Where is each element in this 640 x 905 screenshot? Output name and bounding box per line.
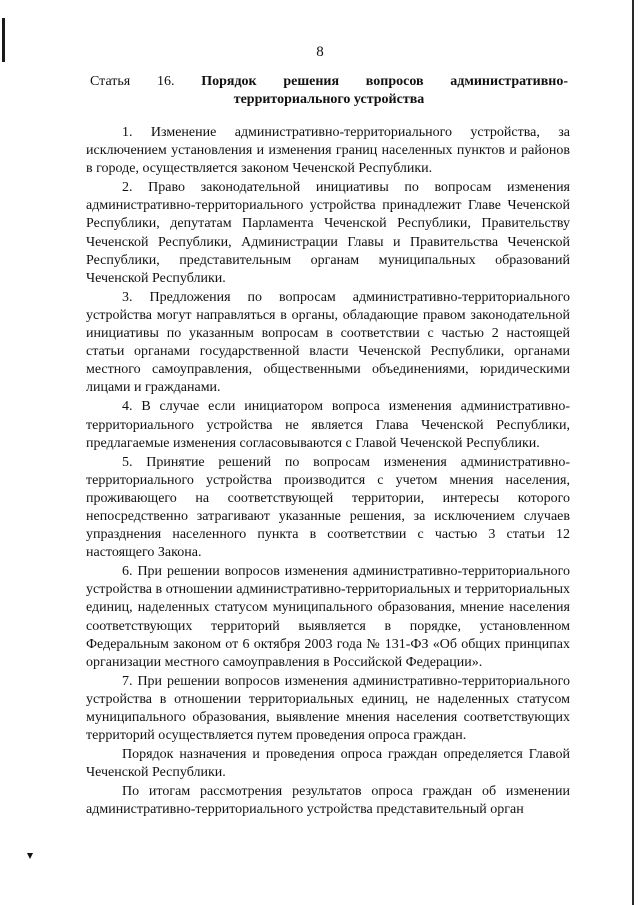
article-title-word: решения xyxy=(283,74,340,89)
article-title-word: административно- xyxy=(450,74,568,89)
paragraph-9: По итогам рассмотрения результатов опроса граждан об изменении административно-территориального устройства представительный орган xyxy=(86,784,570,818)
scan-mark-icon xyxy=(27,853,33,859)
paragraph-6: 6. При решении вопросов изменения административно-территориального устройства в отношении административно-территориальных и территориальных единиц, наделенных статусом муниципального образования, мнение населения соответствующих территорий выявляется в порядке, установленном Федеральным законом от 6 октября 2003 года № 131-ФЗ «Об общих принципах организации местного самоуправления в Российской Федерации». xyxy=(86,564,570,670)
article-number: 16. xyxy=(156,74,175,89)
article-title-word: вопросов xyxy=(365,74,424,89)
scan-edge-right xyxy=(632,0,634,905)
paragraph-2: 2. Право законодательной инициативы по вопросам изменения административно-территориального устройства принадлежит Главе Чеченской Республики, депутатам Парламента Чеченской Республики, Правительству Чеченской Республики, Администрации Главы и Правительства Чеченской Республики, представительным органам муниципальных образований Чеченской Республики. xyxy=(86,180,570,286)
article-heading-line2: территориального устройства xyxy=(233,92,425,107)
paragraph-8: Порядок назначения и проведения опроса граждан определяется Главой Чеченской Республики. xyxy=(86,747,570,781)
paragraph-4: 4. В случае если инициатором вопроса изменения административно-территориального устройства не является Глава Чеченской Республики, предлагаемые изменения согласовываются с Главой Чеченской Республики. xyxy=(86,399,570,451)
paragraph-3: 3. Предложения по вопросам административно-территориального устройства могут направляться в органы, обладающие правом законодательной инициативы по указанным вопросам в соответствии с частью 2 настоящей статьи органами государственной власти Чеченской Республики, органами местного самоуправления, общественными объединениями, юридическими лицами и гражданами. xyxy=(86,289,570,396)
article-prefix: Статья xyxy=(90,74,131,89)
article-title-word: Порядок xyxy=(201,74,257,89)
paragraph-1: 1. Изменение административно-территориального устройства, за исключением установления и изменения границ населенных пунктов и районов в городе, осуществляется законом Чеченской Республики. xyxy=(86,125,570,177)
article-heading xyxy=(90,73,568,109)
page-number: 8 xyxy=(316,44,324,60)
paragraph-7: 7. При решении вопросов изменения административно-территориального устройства в отношении территориальных единиц, не наделенных статусом муниципального образования, выявление мнения населения соответствующих территорий осуществляется путем проведения опроса граждан. xyxy=(86,673,570,744)
paragraph-5: 5. Принятие решений по вопросам изменения административно-территориального устройства производится с учетом мнения населения, проживающего на соответствующей территории, интересы которого непосредственно затрагивают указанные решения, за исключением случаев упразднения населенного пункта в соответствии с частью 3 статьи 12 настоящего Закона. xyxy=(86,454,570,561)
article-body xyxy=(86,124,570,820)
article-heading-line1 xyxy=(90,73,568,91)
